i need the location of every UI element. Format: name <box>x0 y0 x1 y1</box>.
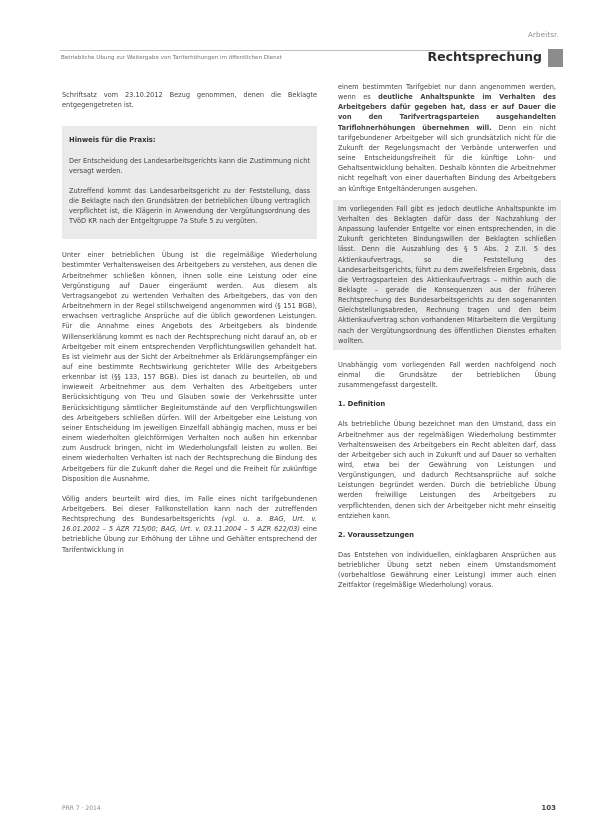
emphasis-text: deutliche Anhaltspunkte im Verhalten des Arbeitgebers dafür gegeben hat, dass er auf Dauer die von den Tarifvertragsparteien ausgehandelten Tariflohnerhöhungen übernehmen will. <box>338 93 556 132</box>
body-paragraph: Das Entstehen von individuellen, einklagbaren Ansprüchen aus betrieblicher Übung setzt neben einem Umstandsmoment (vorbehaltlose Gewährung einer Leistung) immer auch einen Zeitfaktor (regelmäßige Wiederholung) voraus. <box>338 550 556 590</box>
text-span: einem bestimmten Tarifgebiet nur dann angenommen werden, wenn es <box>338 83 556 102</box>
text-span: Völlig anders beurteilt wird dies, im Falle eines nicht tarifgebundenen Arbeitgebers. Bei dieser Fallkonstellation kann nach der zutreffenden Rechtsprechung des Bundesarbeitsgerichts <box>62 494 317 524</box>
left-column <box>62 90 317 565</box>
practice-note-box <box>62 126 317 239</box>
body-paragraph: Unter einer betrieblichen Übung ist die regelmäßige Wiederholung bestimmter Verhaltensweisen des Arbeitgebers zu verstehen, aus denen die Arbeitnehmer schließen können, ihnen solle eine Leistung oder eine Vergünstigung auf Dauer eingeräumt werden. Aus diesem als Vertragsangebot zu wertenden Verhalten des Arbeitgebers, das von den Arbeitnehmern in der Regel stillschweigend angenommen wird (§ 151 BGB), erwachsen vertragliche Ansprüche auf die üblich gewordenen Leistungen. Für die Annahme eines Angebots des Arbeitgebers als bindende Willenserklärung kommt es nach der Rechtsprechung nicht darauf an, ob er Arbeitgeber mit einem entsprechenden Verpflichtungswillen gehandelt hat. Es ist vielmehr aus der Sicht der Arbeitnehmer als Erklärungsempfänger ein auf eine bestimmte Rechtswirkung gerichteter Wille des Arbeitgebers erkennbar ist (§§ 133, 157 BGB). Dies ist danach zu beurteilen, ob und inwieweit Arbeitnehmer aus dem Verhalten des Arbeitgebers unter Berücksichtigung von Treu und Glauben sowie der Verkehrssitte unter Berücksichtigung sämtlicher Begleitumstände auf den Verpflichtungswillen des Arbeitgebers schließen dürfen. Will der Arbeitgeber eine Leistung von seiner Entscheidung im jeweiligen Einzelfall abhängig machen, muss er bei einem wiederholten gleichförmigen Verhalten noch außen hin erkennbar zum Ausdruck bringen, nicht im Wiederholungsfall leisten zu wollen. Bei einem wiederholten Verhalten ist nach der Rechtsprechung die Bindung des Arbeitgebers für die Zukunft daher die Regel und die Freiheit für zukünftige Disposition die Ausnahme. <box>62 251 317 483</box>
section-marker <box>548 49 563 67</box>
case-citation: (vgl. u. a. BAG, Urt. v. 16.01.2002 – 5 AZR 715/00; BAG, Urt. v. 03.11.2004 – 5 AZR 622/03) <box>62 515 317 534</box>
page-number: 103 <box>541 804 556 812</box>
section-heading: 1. Definition <box>338 400 386 409</box>
body-paragraph: Als betriebliche Übung bezeichnet man den Umstand, dass ein Arbeitnehmer aus der regelmäßigen Wiederholung bestimmter Verhaltensweisen des Arbeitgebers ein Recht ableiten darf, dass der Arbeitgeber sich auch in Zukunft und auf Dauer so verhalten wird, etwa bei der Gewährung von Leistungen und Vergünstigungen, und dadurch Rechtsansprüche auf solche Leistungen begründet werden. Durch die betriebliche Übung werden freiwillige Leistungen des Arbeitgebers zu verpflichtenden, denen sich der Arbeitgeber nicht mehr einseitig entziehen kann. <box>338 420 556 520</box>
intro-paragraph: Schriftsatz vom 23.10.2012 Bezug genommen, denen die Beklagte entgegengetreten ist. <box>62 91 317 110</box>
running-title: Betriebliche Übung zur Weitergabe von Tariferhöhungen im öffentlichen Dienst <box>61 55 282 61</box>
body-paragraph <box>62 494 317 555</box>
note-title: Hinweis für die Praxis: <box>69 136 156 145</box>
series-label: Arbeitsr. <box>527 31 559 39</box>
body-paragraph <box>338 82 556 194</box>
shaded-paragraph <box>333 200 561 350</box>
note-paragraph: Zutreffend kommt das Landesarbeitsgericht zu der Feststellung, dass die Beklagte nach den Grundsätzen der betrieblichen Übung vertraglich verpflichtet ist, die Klägerin in Anwendung der Vergütungsordnung des TVöD KR nach der Entgeltgruppe 7a Stufe 5 zu vergüten. <box>69 186 310 226</box>
text-span: Denn ein nicht tarifgebundener Arbeitgeber will sich grundsätzlich nicht für die Zukunft der Regelungsmacht der Verbände unterwerfen und seine Entscheidungsfreiheit für die künftige Lohn- und Gehaltsentwicklung behalten. Deshalb könnten die Arbeitnehmer nicht regelhaft von einer dauerhaften Bindung des Arbeitgebers an künftige Entgeltänderungen ausgehen. <box>338 123 556 193</box>
right-column <box>338 82 556 601</box>
summary-paragraph: Unabhängig vom vorliegenden Fall werden nachfolgend noch einmal die Grundsätze der betrieblichen Übung zusammengefasst dargestellt. <box>338 360 556 390</box>
body-paragraph: Im vorliegenden Fall gibt es jedoch deutliche Anhaltspunkte im Verhalten des Beklagten dafür dass der Nachzahlung der Anpassung laufender Entgelte vor einen entsprechenden, in die Zukunft gerichteten Bindungswillen der Beklagten schließen lässt. Denn die Auszahlung des § 5 Abs. 2 Z.II. 5 des Aktienkaufvertrags, so die Feststellung des Landesarbeitsgerichts, führt zu dem zweifelsfreien Ergebnis, dass die Vertragsparteien des Aktienkaufvertrags – mithin auch die Beklagte – gerade die Konsequenzen aus der früheren Rechtsprechung des Bundesarbeitsgerichts zu den sogenannten Gleichstellungsabreden, Rechnung tragen und den beim Aktienkaufvertrag schon vorhandenen Mitarbeitern die Vergütung nach der Vergütungsordnung des öffentlichen Dienstes erhalten wollten. <box>338 204 556 345</box>
text-span: eine betriebliche Übung zur Erhöhung der Löhne und Gehälter entsprechend der Tarifentwicklung in <box>62 525 317 554</box>
section-title: Rechtsprechung <box>427 49 542 64</box>
section-heading: 2. Voraussetzungen <box>338 530 414 539</box>
note-paragraph: Der Entscheidung des Landesarbeitsgerichts kann die Zustimmung nicht versagt werden. <box>69 157 310 176</box>
footer-issue: PRR 7 · 2014 <box>62 805 101 812</box>
